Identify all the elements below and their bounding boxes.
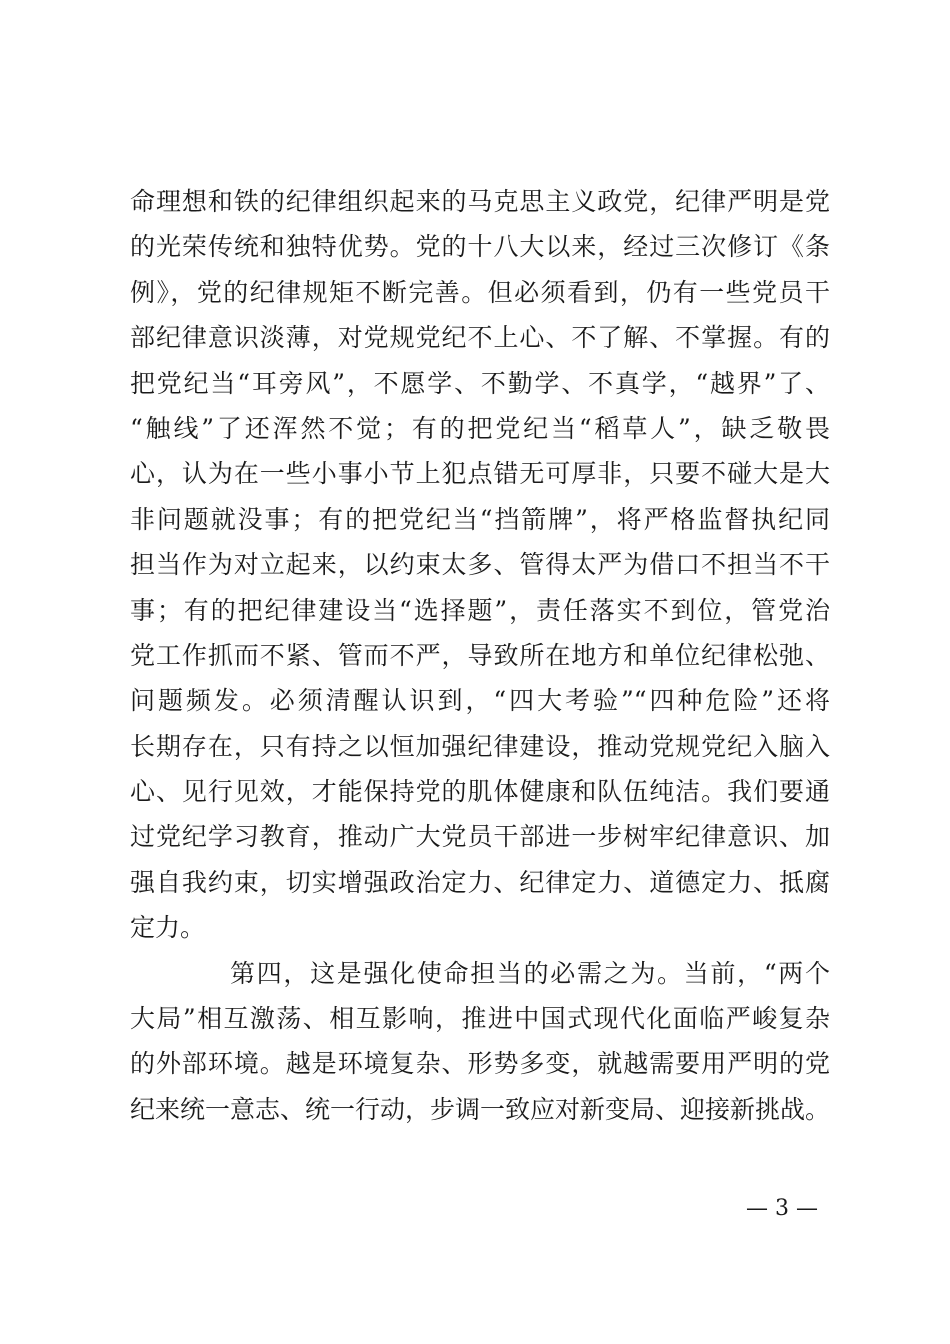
text-line: “触线”了还浑然不觉；有的把党纪当“稻草人”，缺乏敬畏	[130, 413, 830, 443]
text-line: 担当作为对立起来，以约束太多、管得太严为借口不担当不干	[130, 550, 830, 580]
text-line: 的光荣传统和独特优势。党的十八大以来，经过三次修订《条	[130, 232, 830, 262]
text-line: 把党纪当“耳旁风”，不愿学、不勤学、不真学，“越界”了、	[130, 368, 830, 398]
text-line: 命理想和铁的纪律组织起来的马克思主义政党，纪律严明是党	[130, 187, 830, 216]
text-line: 第四，这是强化使命担当的必需之为。当前，“两个	[230, 958, 830, 988]
text-line: 的外部环境。越是环境复杂、形势多变，就越需要用严明的党	[130, 1049, 830, 1079]
text-line: 事；有的把纪律建设当“选择题”，责任落实不到位，管党治	[130, 595, 830, 625]
paragraph-1	[130, 184, 830, 956]
text-line: 过党纪学习教育，推动广大党员干部进一步树牢纪律意识、加	[130, 822, 830, 852]
body-text	[130, 184, 830, 1137]
text-line: 心，认为在一些小事小节上犯点错无可厚非，只要不碰大是大	[130, 459, 830, 489]
text-line: 心、见行见效，才能保持党的肌体健康和队伍纯洁。我们要通	[130, 777, 830, 807]
text-line: 党工作抓而不紧、管而不严，导致所在地方和单位纪律松弛、	[130, 640, 830, 670]
page-number: — 3 —	[746, 1196, 818, 1221]
paragraph-2	[130, 956, 830, 1138]
text-line: 问题频发。必须清醒认识到，“四大考验”“四种危险”还将	[130, 686, 830, 716]
text-line: 非问题就没事；有的把党纪当“挡箭牌”，将严格监督执纪同	[130, 504, 830, 534]
text-line: 强自我约束，切实增强政治定力、纪律定力、道德定力、抵腐	[130, 867, 830, 897]
text-line: 纪来统一意志、统一行动，步调一致应对新变局、迎接新挑战。	[130, 1094, 831, 1124]
text-line: 大局”相互激荡、相互影响，推进中国式现代化面临严峻复杂	[130, 1004, 830, 1034]
text-line: 部纪律意识淡薄，对党规党纪不上心、不了解、不掌握。有的	[130, 323, 830, 353]
text-line: 例》，党的纪律规矩不断完善。但必须看到，仍有一些党员干	[130, 277, 830, 307]
text-line: 定力。	[130, 913, 206, 943]
text-line: 长期存在，只有持之以恒加强纪律建设，推动党规党纪入脑入	[130, 731, 830, 761]
